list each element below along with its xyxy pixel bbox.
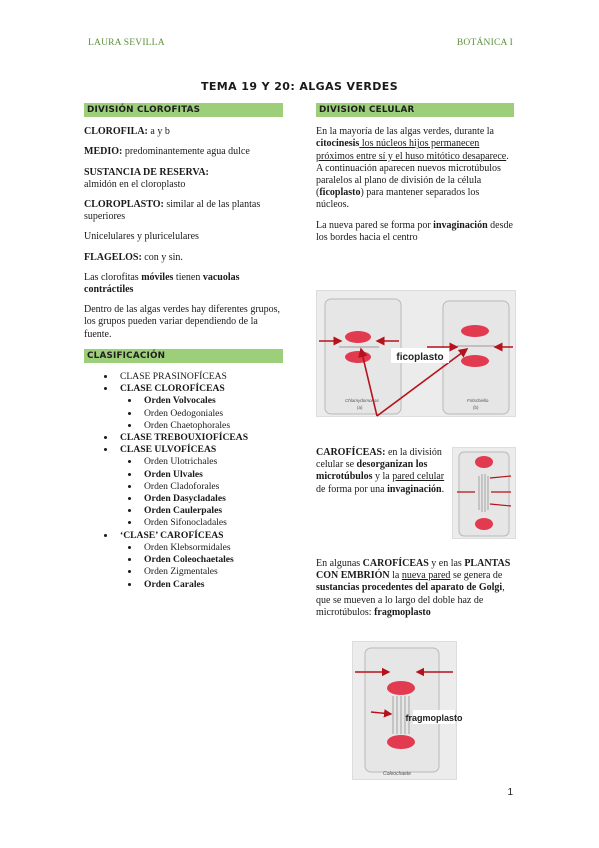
paragraph-caroficeas: CAROFÍCEAS: en la división celular se desorganizan los microtúbulos y la pared celular de forma por una invaginación. xyxy=(316,447,445,495)
class-label: CLASE PRASINOFÍCEAS xyxy=(120,371,227,383)
paragraph-ficoplasto: En la mayoría de las algas verdes, durante la citocinesis los núcleos hijos permanecen próximos entre sí y el huso mitótico desaparece. A continuación aparecen nuevos microtúbulos paralelos al plano de división de la célula (ficoplasto) para mantener separados los núcleos. xyxy=(316,126,509,211)
order-label: Orden Ulotrichales xyxy=(144,456,218,468)
left-column xyxy=(84,103,283,591)
order-item xyxy=(140,469,283,481)
fig1-caption-b: Fritschiella xyxy=(467,398,489,403)
fig1-caption-a: Chlamydomonas xyxy=(345,398,379,403)
carofitas-division-figure xyxy=(452,447,516,539)
unicelulares-line: Unicelulares y pluricelulares xyxy=(84,231,199,243)
order-item xyxy=(140,566,283,578)
cloroplasto-line: CLOROPLASTO: similar al de las plantas superiores xyxy=(84,199,261,223)
order-label: Orden Carales xyxy=(144,578,205,590)
order-item xyxy=(140,554,283,566)
carofitas-division-diagram xyxy=(453,448,515,538)
order-item xyxy=(140,579,283,591)
order-label: Orden Ulvales xyxy=(144,468,203,480)
ficoplasto-diagram xyxy=(317,291,515,416)
class-label: CLASE TREBOUXIOFÍCEAS xyxy=(120,432,249,444)
order-label: Orden Oedogoniales xyxy=(144,407,224,419)
fig3-caption: Coleochaete xyxy=(383,771,412,777)
flagelos-line: FLAGELOS: con y sin. xyxy=(84,251,183,263)
fragmoplasto-figure xyxy=(352,641,463,780)
class-item xyxy=(116,383,283,432)
class-item xyxy=(116,432,283,444)
order-label: Orden Volvocales xyxy=(144,395,216,407)
order-item xyxy=(140,517,283,529)
clorofila-line: CLOROFILA: a y b xyxy=(84,126,170,138)
paragraph-fragmoplasto: En algunas CAROFÍCEAS y en las PLANTAS CON EMBRIÓN la nueva pared se genera de sustancias procedentes del aparato de Golgi, que se mueven a lo largo del doble haz de microtúbulos: fragmoplasto xyxy=(316,558,511,618)
order-list xyxy=(120,395,283,432)
fragmoplasto-diagram xyxy=(353,642,463,779)
sustancia-line: SUSTANCIA DE RESERVA: almidón en el cloroplasto xyxy=(84,166,209,190)
section-title-clorofitas: DIVISIÓN CLOROFITAS xyxy=(84,103,283,117)
order-item xyxy=(140,456,283,468)
order-item xyxy=(140,481,283,493)
order-list xyxy=(120,542,283,591)
order-item xyxy=(140,420,283,432)
section-title-clasificacion: CLASIFICACIÓN xyxy=(84,349,283,363)
class-label: CLASE ULVOFÍCEAS xyxy=(120,444,217,456)
page-number: 1 xyxy=(507,787,513,798)
ficoplasto-figure xyxy=(316,290,516,417)
medio-line: MEDIO: predominantemente agua dulce xyxy=(84,146,250,158)
order-label: Orden Caulerpales xyxy=(144,505,223,517)
order-label: Orden Klebsormidales xyxy=(144,541,231,553)
order-label: Orden Coleochaetales xyxy=(144,554,234,566)
ficoplasto-label: ficoplasto xyxy=(396,352,444,363)
order-label: Orden Cladoforales xyxy=(144,480,220,492)
header-author: LAURA SEVILLA xyxy=(88,38,165,48)
header-subject: BOTÁNICA I xyxy=(456,38,513,48)
class-item xyxy=(116,444,283,529)
right-column xyxy=(316,103,514,252)
order-label: Orden Chaetophorales xyxy=(144,419,231,431)
classification-list xyxy=(84,371,283,591)
order-item xyxy=(140,542,283,554)
order-item xyxy=(140,493,283,505)
class-item xyxy=(116,530,283,591)
page-title: TEMA 19 Y 20: ALGAS VERDES xyxy=(200,80,399,93)
order-item xyxy=(140,408,283,420)
order-label: Orden Sifonocladales xyxy=(144,517,227,529)
order-item xyxy=(140,505,283,517)
grupos-line: Dentro de las algas verdes hay diferentes grupos, los grupos pueden variar dependiendo de la fuente. xyxy=(84,304,281,340)
class-item xyxy=(116,371,283,383)
class-label: ‘CLASE’ CAROFÍCEAS xyxy=(120,529,224,541)
order-label: Orden Zigmentales xyxy=(144,566,218,578)
order-list xyxy=(120,456,283,529)
paragraph-invaginacion: La nueva pared se forma por invaginación desde los bordes hacia el centro xyxy=(316,219,513,243)
class-label: CLASE CLOROFÍCEAS xyxy=(120,383,225,395)
fragmoplasto-label: fragmoplasto xyxy=(405,713,463,723)
fig1-caption-a2: (a) xyxy=(357,405,363,410)
order-item xyxy=(140,395,283,407)
section-title-division-celular: DIVISION CELULAR xyxy=(316,103,514,117)
order-label: Orden Dasycladales xyxy=(144,493,226,505)
moviles-line: Las clorofitas móviles tienen vacuolas contráctiles xyxy=(84,271,240,296)
fig1-caption-b2: (b) xyxy=(473,405,479,410)
